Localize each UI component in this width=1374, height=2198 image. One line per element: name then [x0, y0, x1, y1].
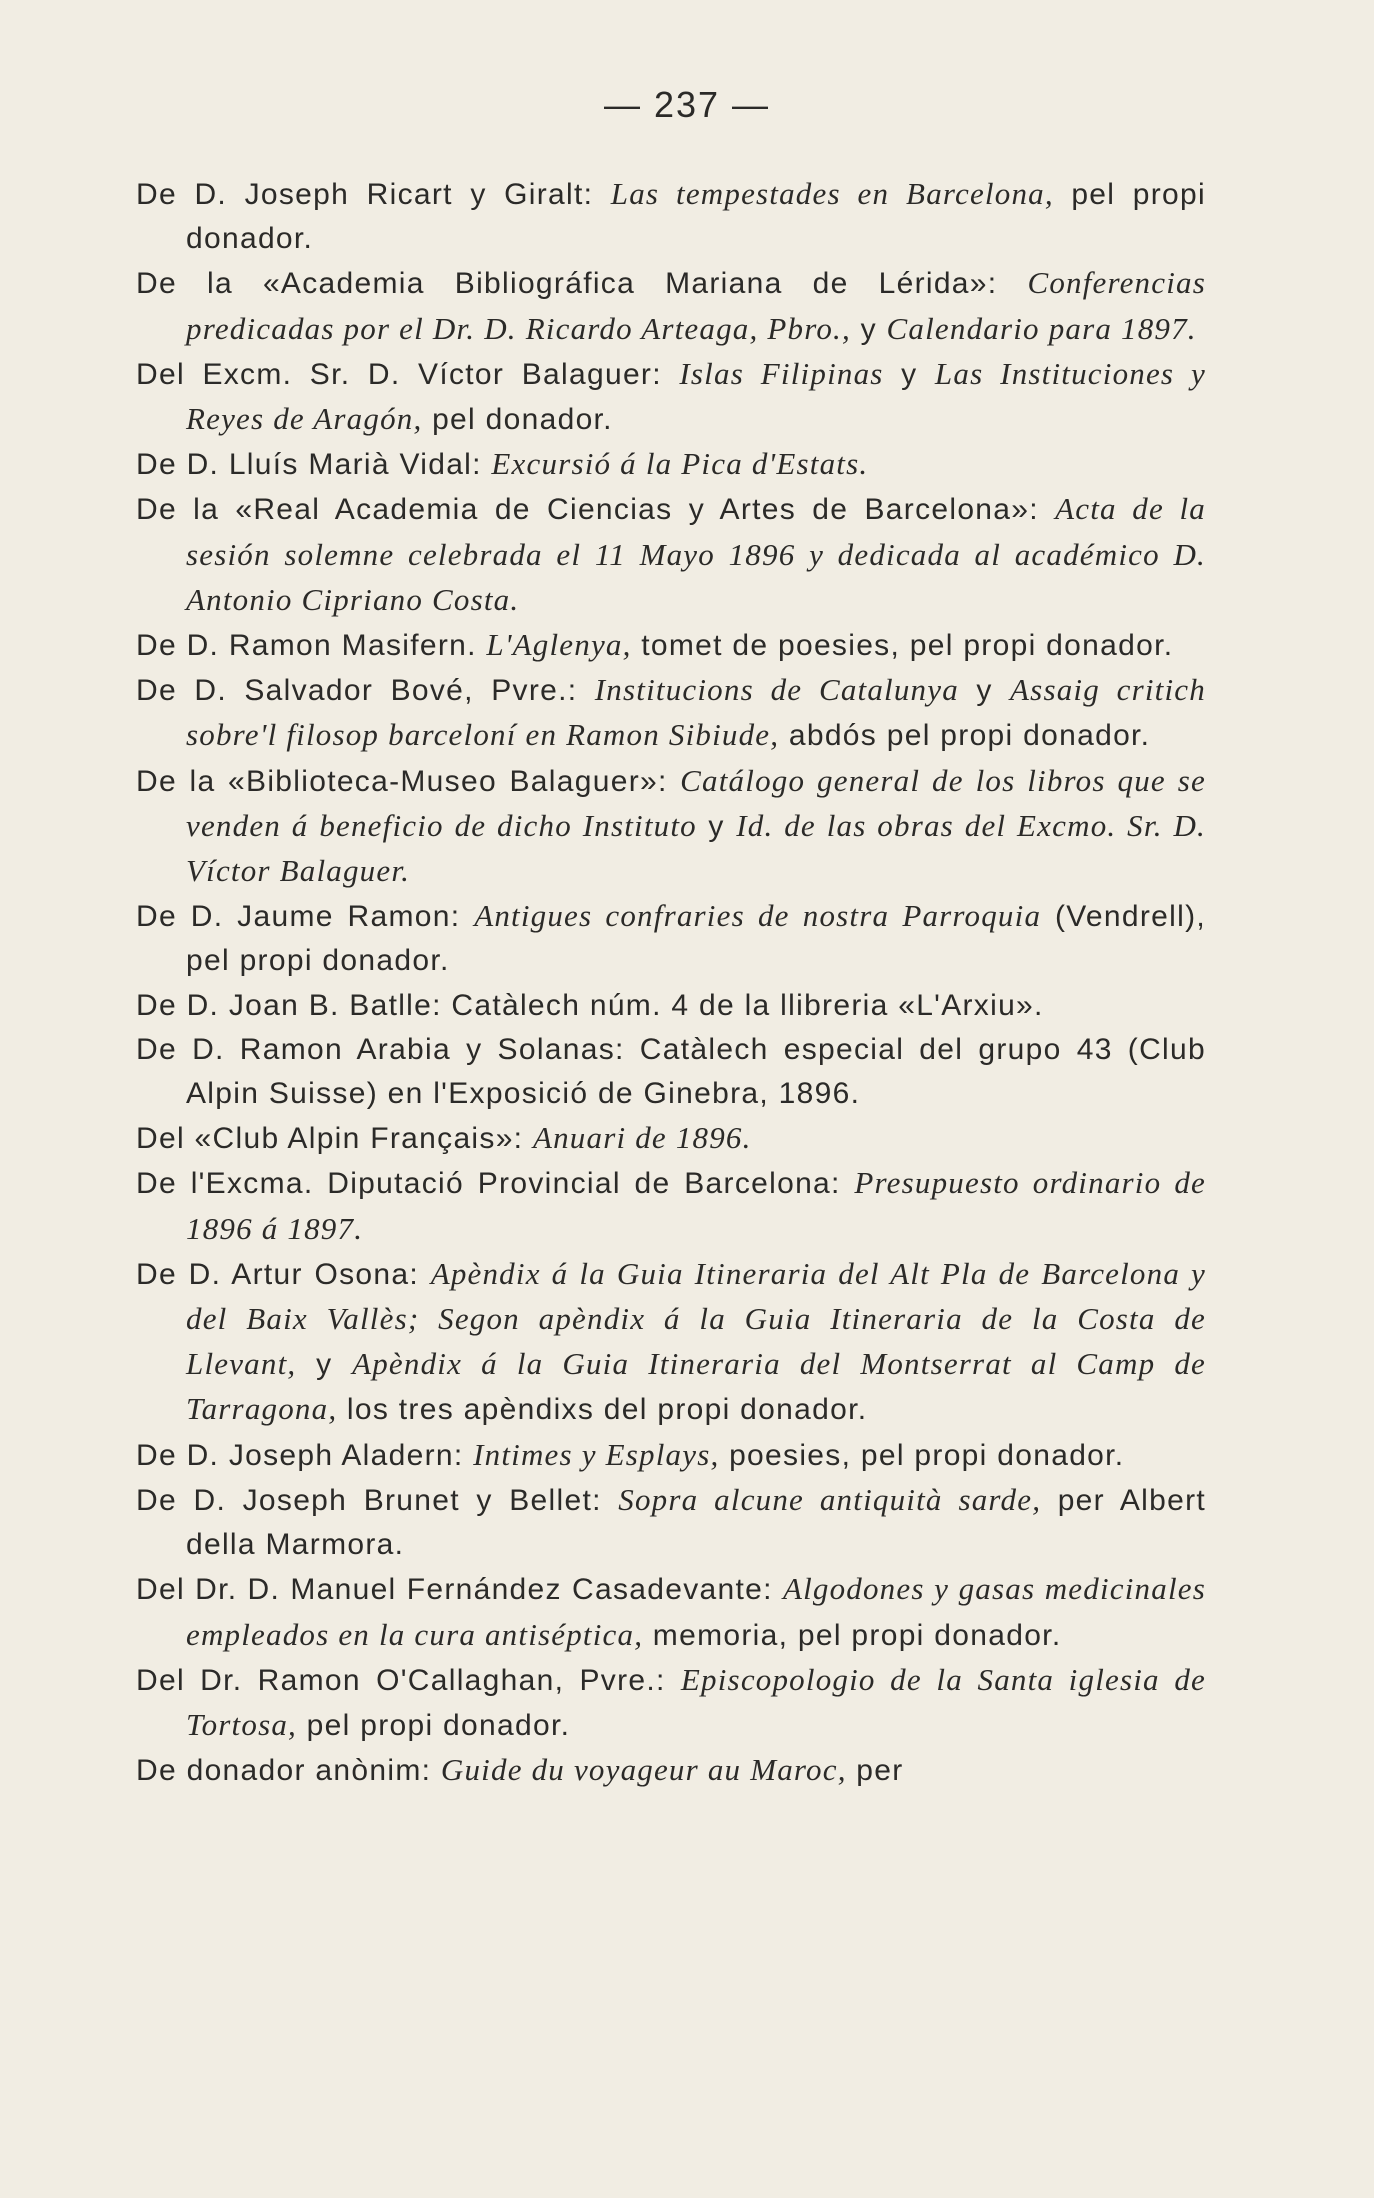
entry-text: De D. Joseph Ricart y Giralt:: [136, 178, 611, 211]
entry-text: y: [696, 809, 737, 843]
work-title: Episcopologio de la Santa iglesia de Tortosa,: [186, 1661, 1206, 1742]
entry-text: Del Dr. Ramon O'Callaghan, Pvre.:: [136, 1663, 681, 1697]
work-title: Acta de la sesión solemne celebrada el 11 Mayo 1896 y dedicada al académico D. Antonio Cipriano Costa.: [186, 491, 1206, 617]
entry-text: per: [846, 1754, 904, 1788]
work-title: Antigues confraries de nostra Parroquia: [474, 898, 1042, 934]
work-title: L'Aglenya,: [486, 627, 632, 663]
donation-entry: [136, 894, 1206, 983]
entry-text: De D. Joan B. Batlle: Catàlech núm. 4 de la llibreria «L'Arxiu».: [136, 988, 1044, 1022]
work-title: Conferencias predicadas por el Dr. D. Ricardo Arteaga, Pbro.,: [186, 265, 1206, 346]
entry-text: De l'Excma. Diputació Provincial de Barcelona:: [136, 1167, 855, 1201]
work-title: Islas Filipinas: [679, 355, 884, 391]
work-title: Calendario para 1897.: [886, 310, 1197, 346]
entry-text: y: [883, 357, 935, 391]
entry-text: memoria, pel propi donador.: [643, 1618, 1062, 1652]
donation-entry: [136, 1478, 1206, 1567]
work-title: Algodones y gasas medicinales empleados en la cura antiséptica,: [186, 1571, 1206, 1652]
work-title: Catálogo general de los libros que se venden á beneficio de dicho Instituto: [186, 762, 1206, 843]
work-title: Assaig critich sobre'l filosop barceloní en Ramon Sibiude,: [186, 672, 1206, 753]
donation-entry: [136, 1028, 1206, 1116]
work-title: Las Instituciones y Reyes de Aragón,: [186, 355, 1206, 437]
donation-entry: [136, 1748, 1206, 1793]
work-title: Id. de las obras del Excmo. Sr. D. Víctor Balaguer.: [186, 807, 1207, 889]
work-title: Anuari de 1896.: [532, 1120, 752, 1156]
work-title: Institucions de Catalunya: [594, 672, 959, 708]
donations-list: [136, 172, 1206, 1793]
donation-entry: [136, 1567, 1206, 1657]
entry-text: per Albert della Marmora.: [186, 1483, 1206, 1562]
donation-entry: [136, 1433, 1206, 1478]
work-title: Apèndix á la Guia Itineraria del Montserrat al Camp de Tarragona,: [186, 1346, 1206, 1427]
entry-text: tomet de poesies, pel propi donador.: [631, 629, 1174, 663]
work-title: Intimes y Esplays,: [473, 1436, 720, 1472]
work-title: Sopra alcune antiquità sarde,: [618, 1481, 1042, 1517]
entry-text: y: [296, 1348, 353, 1382]
entry-text: De D. Joseph Brunet y Bellet:: [136, 1483, 619, 1517]
donation-entry: [136, 668, 1206, 758]
work-title: Las tempestades en Barcelona,: [610, 176, 1054, 211]
donation-entry: [136, 261, 1206, 351]
entry-text: De D. Ramon Arabia y Solanas: Catàlech especial del grupo 43 (Club Alpin Suisse) en l'Exposició de Ginebra, 1896.: [136, 1032, 1206, 1111]
donation-entry: [136, 984, 1206, 1028]
entry-text: De donador anònim:: [136, 1754, 441, 1788]
entry-text: Del Excm. Sr. D. Víctor Balaguer:: [136, 357, 680, 391]
donation-entry: [136, 442, 1206, 487]
work-title: Excursió á la Pica d'Estats.: [491, 446, 869, 482]
donation-entry: [136, 759, 1206, 895]
work-title: Presupuesto ordinario de 1896 á 1897.: [186, 1165, 1207, 1246]
entry-text: De D. Ramon Masifern.: [136, 629, 487, 663]
donation-entry: [136, 1252, 1206, 1433]
entry-text: (Vendrell), pel propi donador.: [186, 900, 1206, 978]
entry-text: De la «Academia Bibliográfica Mariana de Lérida»:: [136, 267, 1028, 301]
entry-text: y: [958, 674, 1011, 708]
entry-text: poesies, pel propi donador.: [719, 1438, 1125, 1472]
donation-entry: [136, 1658, 1206, 1748]
entry-text: De D. Artur Osona:: [136, 1257, 431, 1291]
work-title: Guide du voyageur au Maroc,: [440, 1752, 847, 1788]
entry-text: De D. Jaume Ramon:: [136, 900, 475, 934]
entry-text: De D. Lluís Marià Vidal:: [136, 448, 492, 482]
entry-text: Del Dr. D. Manuel Fernández Casadevante:: [136, 1573, 783, 1607]
entry-text: abdós pel propi donador.: [779, 719, 1151, 753]
entry-text: De la «Biblioteca-Museo Balaguer»:: [136, 764, 681, 798]
donation-entry: [136, 487, 1206, 623]
entry-text: pel donador.: [422, 403, 613, 437]
entry-text: De D. Salvador Bové, Pvre.:: [136, 674, 595, 708]
entry-text: De D. Joseph Aladern:: [136, 1438, 474, 1472]
donation-entry: [136, 1116, 1206, 1161]
donation-entry: [136, 172, 1206, 261]
work-title: Apèndix á la Guia Itineraria del Alt Pla de Barcelona y del Baix Vallès; Segon apèndix á la Guia Itineraria de la Costa de Llevant,: [186, 1255, 1206, 1382]
donation-entry: [136, 623, 1206, 668]
page-number: — 237 —: [603, 84, 771, 125]
entry-text: pel propi donador.: [297, 1708, 571, 1742]
entry-text: y: [850, 312, 887, 346]
entry-text: los tres apèndixs del propi donador.: [337, 1393, 868, 1427]
donation-entry: [136, 352, 1206, 442]
entry-text: Del «Club Alpin Français»:: [136, 1122, 533, 1156]
entry-text: pel propi donador.: [186, 178, 1206, 256]
donation-entry: [136, 1161, 1206, 1251]
entry-text: De la «Real Academia de Ciencias y Artes de Barcelona»:: [136, 493, 1056, 527]
